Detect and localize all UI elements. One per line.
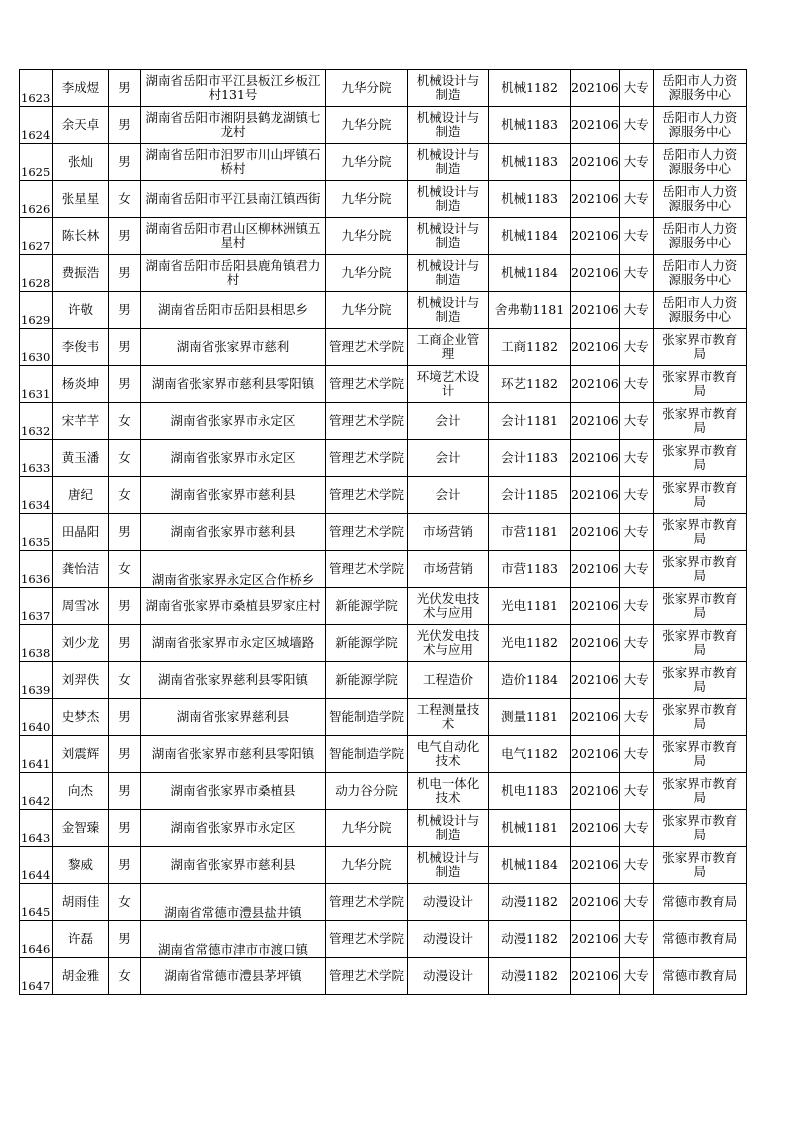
- gender-cell: 女: [109, 551, 141, 588]
- table-row: [20, 70, 747, 107]
- class-cell: 机械1181: [489, 810, 571, 847]
- major-cell: 市场营销: [408, 551, 489, 588]
- home-address-cell: 湖南省常德市澧县盐井镇: [141, 884, 326, 921]
- row-number-cell: 1642: [20, 773, 53, 810]
- graduation-date-cell: 202106: [571, 292, 620, 329]
- class-cell: 市营1181: [489, 514, 571, 551]
- destination-agency-cell: 张家界市教育局: [653, 551, 746, 588]
- gender-cell: 女: [109, 181, 141, 218]
- student-name-cell: 杨炎坤: [53, 366, 109, 403]
- college-cell: 管理艺术学院: [326, 440, 408, 477]
- row-number-cell: 1645: [20, 884, 53, 921]
- table-row: [20, 736, 747, 773]
- class-cell: 动漫1182: [489, 884, 571, 921]
- major-cell: 工程测量技术: [408, 699, 489, 736]
- major-cell: 光伏发电技术与应用: [408, 625, 489, 662]
- home-address-cell: 湖南省张家界市永定区城墙路: [141, 625, 326, 662]
- row-number-cell: 1629: [20, 292, 53, 329]
- education-level-cell: 大专: [619, 70, 653, 107]
- college-cell: 九华分院: [326, 218, 408, 255]
- row-number-cell: 1632: [20, 403, 53, 440]
- row-number-cell: 1640: [20, 699, 53, 736]
- gender-cell: 男: [109, 366, 141, 403]
- table-row: [20, 403, 747, 440]
- destination-agency-cell: 张家界市教育局: [653, 514, 746, 551]
- table-row: [20, 810, 747, 847]
- education-level-cell: 大专: [619, 958, 653, 995]
- gender-cell: 男: [109, 773, 141, 810]
- major-cell: 市场营销: [408, 514, 489, 551]
- gender-cell: 男: [109, 292, 141, 329]
- college-cell: 九华分院: [326, 181, 408, 218]
- college-cell: 管理艺术学院: [326, 551, 408, 588]
- major-cell: 会计: [408, 403, 489, 440]
- destination-agency-cell: 张家界市教育局: [653, 403, 746, 440]
- row-number-cell: 1633: [20, 440, 53, 477]
- row-number-cell: 1639: [20, 662, 53, 699]
- table-body: [20, 70, 747, 995]
- home-address-cell: 湖南省岳阳市岳阳县鹿角镇君力村: [141, 255, 326, 292]
- major-cell: 机械设计与制造: [408, 218, 489, 255]
- major-cell: 机械设计与制造: [408, 847, 489, 884]
- college-cell: 管理艺术学院: [326, 958, 408, 995]
- education-level-cell: 大专: [619, 329, 653, 366]
- education-level-cell: 大专: [619, 292, 653, 329]
- graduation-date-cell: 202106: [571, 773, 620, 810]
- college-cell: 管理艺术学院: [326, 366, 408, 403]
- student-name-cell: 胡金雅: [53, 958, 109, 995]
- home-address-cell: 湖南省张家界市桑植县罗家庄村: [141, 588, 326, 625]
- class-cell: 机械1184: [489, 255, 571, 292]
- destination-agency-cell: 常德市教育局: [653, 884, 746, 921]
- gender-cell: 男: [109, 588, 141, 625]
- graduation-date-cell: 202106: [571, 699, 620, 736]
- major-cell: 机械设计与制造: [408, 70, 489, 107]
- graduation-date-cell: 202106: [571, 403, 620, 440]
- class-cell: 机械1184: [489, 218, 571, 255]
- table-row: [20, 440, 747, 477]
- home-address-cell: 湖南省张家界市慈利县零阳镇: [141, 736, 326, 773]
- home-address-cell: 湖南省岳阳市湘阴县鹤龙湖镇七龙村: [141, 107, 326, 144]
- student-table: [19, 69, 747, 995]
- table-row: [20, 662, 747, 699]
- gender-cell: 男: [109, 625, 141, 662]
- college-cell: 新能源学院: [326, 588, 408, 625]
- education-level-cell: 大专: [619, 255, 653, 292]
- student-name-cell: 金智臻: [53, 810, 109, 847]
- destination-agency-cell: 张家界市教育局: [653, 588, 746, 625]
- class-cell: 机械1183: [489, 107, 571, 144]
- home-address-cell: 湖南省张家界市永定区: [141, 810, 326, 847]
- major-cell: 机械设计与制造: [408, 292, 489, 329]
- table-row: [20, 144, 747, 181]
- table-row: [20, 181, 747, 218]
- student-name-cell: 李俊韦: [53, 329, 109, 366]
- education-level-cell: 大专: [619, 440, 653, 477]
- table-row: [20, 366, 747, 403]
- gender-cell: 男: [109, 329, 141, 366]
- gender-cell: 女: [109, 662, 141, 699]
- table-row: [20, 884, 747, 921]
- home-address-cell: 湖南省张家界市慈利: [141, 329, 326, 366]
- student-name-cell: 黄玉潘: [53, 440, 109, 477]
- home-address-cell: 湖南省张家界市桑植县: [141, 773, 326, 810]
- class-cell: 会计1181: [489, 403, 571, 440]
- destination-agency-cell: 张家界市教育局: [653, 662, 746, 699]
- student-name-cell: 龚怡洁: [53, 551, 109, 588]
- row-number-cell: 1626: [20, 181, 53, 218]
- row-number-cell: 1624: [20, 107, 53, 144]
- gender-cell: 男: [109, 218, 141, 255]
- education-level-cell: 大专: [619, 773, 653, 810]
- home-address-cell: 湖南省岳阳市平江县板江乡板江村131号: [141, 70, 326, 107]
- gender-cell: 男: [109, 144, 141, 181]
- destination-agency-cell: 张家界市教育局: [653, 699, 746, 736]
- student-name-cell: 刘羿佚: [53, 662, 109, 699]
- gender-cell: 女: [109, 958, 141, 995]
- education-level-cell: 大专: [619, 810, 653, 847]
- destination-agency-cell: 张家界市教育局: [653, 625, 746, 662]
- destination-agency-cell: 张家界市教育局: [653, 329, 746, 366]
- major-cell: 机械设计与制造: [408, 255, 489, 292]
- destination-agency-cell: 岳阳市人力资源服务中心: [653, 218, 746, 255]
- class-cell: 环艺1182: [489, 366, 571, 403]
- education-level-cell: 大专: [619, 551, 653, 588]
- major-cell: 动漫设计: [408, 958, 489, 995]
- destination-agency-cell: 张家界市教育局: [653, 773, 746, 810]
- table-row: [20, 329, 747, 366]
- student-name-cell: 田晶阳: [53, 514, 109, 551]
- student-name-cell: 刘少龙: [53, 625, 109, 662]
- row-number-cell: 1630: [20, 329, 53, 366]
- graduation-date-cell: 202106: [571, 736, 620, 773]
- destination-agency-cell: 张家界市教育局: [653, 810, 746, 847]
- graduation-date-cell: 202106: [571, 921, 620, 958]
- table-row: [20, 699, 747, 736]
- class-cell: 造价1184: [489, 662, 571, 699]
- class-cell: 电气1182: [489, 736, 571, 773]
- graduation-date-cell: 202106: [571, 70, 620, 107]
- class-cell: 光电1182: [489, 625, 571, 662]
- table-row: [20, 847, 747, 884]
- college-cell: 九华分院: [326, 255, 408, 292]
- destination-agency-cell: 岳阳市人力资源服务中心: [653, 255, 746, 292]
- major-cell: 光伏发电技术与应用: [408, 588, 489, 625]
- student-name-cell: 张星星: [53, 181, 109, 218]
- row-number-cell: 1641: [20, 736, 53, 773]
- graduation-date-cell: 202106: [571, 329, 620, 366]
- home-address-cell: 湖南省张家界市慈利县: [141, 477, 326, 514]
- class-cell: 会计1183: [489, 440, 571, 477]
- row-number-cell: 1628: [20, 255, 53, 292]
- home-address-cell: 湖南省常德市津市市渡口镇: [141, 921, 326, 958]
- graduation-date-cell: 202106: [571, 144, 620, 181]
- graduation-date-cell: 202106: [571, 366, 620, 403]
- student-name-cell: 许敬: [53, 292, 109, 329]
- student-name-cell: 张灿: [53, 144, 109, 181]
- home-address-cell: 湖南省张家界市慈利县: [141, 847, 326, 884]
- row-number-cell: 1623: [20, 70, 53, 107]
- gender-cell: 女: [109, 403, 141, 440]
- gender-cell: 男: [109, 699, 141, 736]
- student-name-cell: 黎威: [53, 847, 109, 884]
- class-cell: 机械1182: [489, 70, 571, 107]
- student-name-cell: 许磊: [53, 921, 109, 958]
- row-number-cell: 1634: [20, 477, 53, 514]
- home-address-cell: 湖南省岳阳市岳阳县相思乡: [141, 292, 326, 329]
- student-name-cell: 费振浩: [53, 255, 109, 292]
- college-cell: 管理艺术学院: [326, 477, 408, 514]
- home-address-cell: 湖南省岳阳市平江县南江镇西街: [141, 181, 326, 218]
- home-address-cell: 湖南省张家界市永定区: [141, 403, 326, 440]
- home-address-cell: 湖南省常德市澧县茅坪镇: [141, 958, 326, 995]
- table-row: [20, 107, 747, 144]
- destination-agency-cell: 岳阳市人力资源服务中心: [653, 107, 746, 144]
- student-name-cell: 余天卓: [53, 107, 109, 144]
- table-row: [20, 218, 747, 255]
- college-cell: 九华分院: [326, 847, 408, 884]
- major-cell: 机械设计与制造: [408, 181, 489, 218]
- home-address-cell: 湖南省张家界市永定区: [141, 440, 326, 477]
- table-row: [20, 625, 747, 662]
- education-level-cell: 大专: [619, 144, 653, 181]
- education-level-cell: 大专: [619, 625, 653, 662]
- college-cell: 九华分院: [326, 810, 408, 847]
- row-number-cell: 1647: [20, 958, 53, 995]
- row-number-cell: 1646: [20, 921, 53, 958]
- major-cell: 动漫设计: [408, 921, 489, 958]
- college-cell: 九华分院: [326, 70, 408, 107]
- graduation-date-cell: 202106: [571, 847, 620, 884]
- graduation-date-cell: 202106: [571, 625, 620, 662]
- graduation-date-cell: 202106: [571, 958, 620, 995]
- destination-agency-cell: 岳阳市人力资源服务中心: [653, 70, 746, 107]
- home-address-cell: 湖南省岳阳市君山区柳林洲镇五星村: [141, 218, 326, 255]
- major-cell: 机电一体化技术: [408, 773, 489, 810]
- table-row: [20, 551, 747, 588]
- row-number-cell: 1627: [20, 218, 53, 255]
- gender-cell: 女: [109, 884, 141, 921]
- gender-cell: 女: [109, 477, 141, 514]
- destination-agency-cell: 张家界市教育局: [653, 847, 746, 884]
- college-cell: 管理艺术学院: [326, 921, 408, 958]
- home-address-cell: 湖南省张家界永定区合作桥乡: [141, 551, 326, 588]
- major-cell: 机械设计与制造: [408, 810, 489, 847]
- student-name-cell: 胡雨佳: [53, 884, 109, 921]
- college-cell: 管理艺术学院: [326, 884, 408, 921]
- education-level-cell: 大专: [619, 921, 653, 958]
- row-number-cell: 1644: [20, 847, 53, 884]
- college-cell: 管理艺术学院: [326, 514, 408, 551]
- graduation-date-cell: 202106: [571, 440, 620, 477]
- education-level-cell: 大专: [619, 366, 653, 403]
- gender-cell: 男: [109, 921, 141, 958]
- class-cell: 机电1183: [489, 773, 571, 810]
- destination-agency-cell: 岳阳市人力资源服务中心: [653, 181, 746, 218]
- class-cell: 机械1183: [489, 181, 571, 218]
- destination-agency-cell: 常德市教育局: [653, 958, 746, 995]
- education-level-cell: 大专: [619, 107, 653, 144]
- class-cell: 工商1182: [489, 329, 571, 366]
- graduation-date-cell: 202106: [571, 477, 620, 514]
- education-level-cell: 大专: [619, 662, 653, 699]
- graduation-date-cell: 202106: [571, 255, 620, 292]
- gender-cell: 男: [109, 514, 141, 551]
- education-level-cell: 大专: [619, 403, 653, 440]
- row-number-cell: 1631: [20, 366, 53, 403]
- home-address-cell: 湖南省张家界慈利县: [141, 699, 326, 736]
- class-cell: 舍弗勒1181: [489, 292, 571, 329]
- gender-cell: 男: [109, 736, 141, 773]
- destination-agency-cell: 岳阳市人力资源服务中心: [653, 144, 746, 181]
- major-cell: 环境艺术设计: [408, 366, 489, 403]
- table-row: [20, 958, 747, 995]
- major-cell: 会计: [408, 477, 489, 514]
- class-cell: 动漫1182: [489, 921, 571, 958]
- gender-cell: 男: [109, 70, 141, 107]
- home-address-cell: 湖南省张家界慈利县零阳镇: [141, 662, 326, 699]
- education-level-cell: 大专: [619, 736, 653, 773]
- destination-agency-cell: 张家界市教育局: [653, 440, 746, 477]
- row-number-cell: 1638: [20, 625, 53, 662]
- student-name-cell: 向杰: [53, 773, 109, 810]
- college-cell: 动力谷分院: [326, 773, 408, 810]
- major-cell: 会计: [408, 440, 489, 477]
- table-row: [20, 477, 747, 514]
- row-number-cell: 1643: [20, 810, 53, 847]
- gender-cell: 男: [109, 847, 141, 884]
- destination-agency-cell: 张家界市教育局: [653, 477, 746, 514]
- graduation-date-cell: 202106: [571, 514, 620, 551]
- class-cell: 会计1185: [489, 477, 571, 514]
- education-level-cell: 大专: [619, 884, 653, 921]
- major-cell: 动漫设计: [408, 884, 489, 921]
- table-row: [20, 292, 747, 329]
- major-cell: 工商企业管理: [408, 329, 489, 366]
- graduation-date-cell: 202106: [571, 181, 620, 218]
- gender-cell: 女: [109, 440, 141, 477]
- row-number-cell: 1625: [20, 144, 53, 181]
- college-cell: 九华分院: [326, 107, 408, 144]
- college-cell: 智能制造学院: [326, 736, 408, 773]
- graduation-date-cell: 202106: [571, 588, 620, 625]
- table-row: [20, 773, 747, 810]
- gender-cell: 男: [109, 255, 141, 292]
- education-level-cell: 大专: [619, 699, 653, 736]
- student-name-cell: 史梦杰: [53, 699, 109, 736]
- gender-cell: 男: [109, 107, 141, 144]
- major-cell: 电气自动化技术: [408, 736, 489, 773]
- graduation-date-cell: 202106: [571, 551, 620, 588]
- college-cell: 管理艺术学院: [326, 329, 408, 366]
- major-cell: 工程造价: [408, 662, 489, 699]
- row-number-cell: 1635: [20, 514, 53, 551]
- graduation-date-cell: 202106: [571, 218, 620, 255]
- class-cell: 光电1181: [489, 588, 571, 625]
- college-cell: 九华分院: [326, 144, 408, 181]
- table-row: [20, 255, 747, 292]
- destination-agency-cell: 张家界市教育局: [653, 736, 746, 773]
- student-name-cell: 李成煜: [53, 70, 109, 107]
- education-level-cell: 大专: [619, 477, 653, 514]
- graduation-date-cell: 202106: [571, 662, 620, 699]
- class-cell: 机械1184: [489, 847, 571, 884]
- class-cell: 市营1183: [489, 551, 571, 588]
- class-cell: 动漫1182: [489, 958, 571, 995]
- student-name-cell: 宋芊芊: [53, 403, 109, 440]
- graduation-date-cell: 202106: [571, 107, 620, 144]
- student-name-cell: 唐纪: [53, 477, 109, 514]
- graduation-date-cell: 202106: [571, 884, 620, 921]
- graduation-date-cell: 202106: [571, 810, 620, 847]
- class-cell: 机械1183: [489, 144, 571, 181]
- college-cell: 智能制造学院: [326, 699, 408, 736]
- row-number-cell: 1636: [20, 551, 53, 588]
- destination-agency-cell: 岳阳市人力资源服务中心: [653, 292, 746, 329]
- college-cell: 管理艺术学院: [326, 403, 408, 440]
- class-cell: 测量1181: [489, 699, 571, 736]
- table-row: [20, 514, 747, 551]
- major-cell: 机械设计与制造: [408, 144, 489, 181]
- education-level-cell: 大专: [619, 588, 653, 625]
- table-row: [20, 588, 747, 625]
- destination-agency-cell: 张家界市教育局: [653, 366, 746, 403]
- destination-agency-cell: 常德市教育局: [653, 921, 746, 958]
- row-number-cell: 1637: [20, 588, 53, 625]
- student-name-cell: 周雪冰: [53, 588, 109, 625]
- major-cell: 机械设计与制造: [408, 107, 489, 144]
- gender-cell: 男: [109, 810, 141, 847]
- table-row: [20, 921, 747, 958]
- education-level-cell: 大专: [619, 514, 653, 551]
- student-name-cell: 刘震辉: [53, 736, 109, 773]
- college-cell: 新能源学院: [326, 625, 408, 662]
- home-address-cell: 湖南省张家界市慈利县零阳镇: [141, 366, 326, 403]
- education-level-cell: 大专: [619, 847, 653, 884]
- education-level-cell: 大专: [619, 218, 653, 255]
- education-level-cell: 大专: [619, 181, 653, 218]
- college-cell: 新能源学院: [326, 662, 408, 699]
- college-cell: 九华分院: [326, 292, 408, 329]
- home-address-cell: 湖南省岳阳市汨罗市川山坪镇石桥村: [141, 144, 326, 181]
- student-name-cell: 陈长林: [53, 218, 109, 255]
- home-address-cell: 湖南省张家界市慈利县: [141, 514, 326, 551]
